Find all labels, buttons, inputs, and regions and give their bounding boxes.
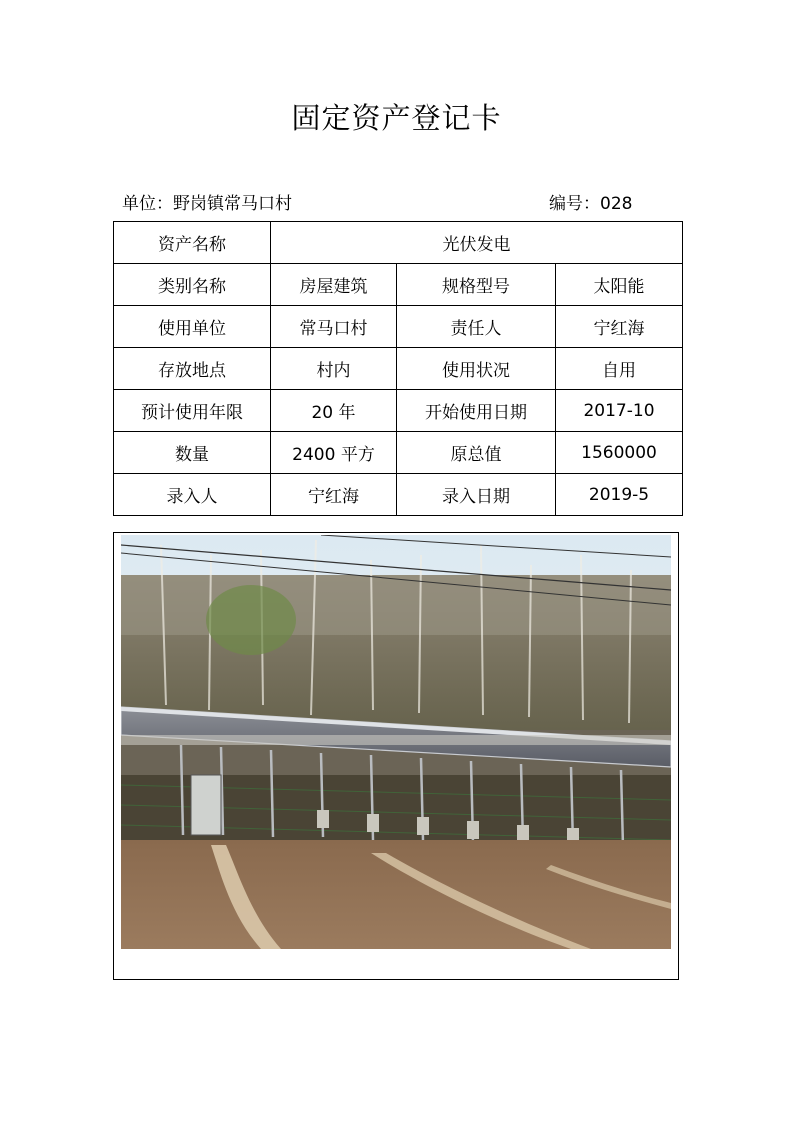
field-value: 村内 xyxy=(271,348,397,390)
unit-label: 单位：野岗镇常马口村 xyxy=(122,194,292,214)
field-value: 常马口村 xyxy=(271,306,397,348)
photo-frame xyxy=(113,532,679,980)
field-label: 类别名称 xyxy=(114,264,271,306)
field-label: 数量 xyxy=(114,432,271,474)
table-row xyxy=(114,348,683,390)
table-row xyxy=(114,222,683,264)
field-label: 原总值 xyxy=(397,432,556,474)
field-value: 2019-5 xyxy=(556,474,683,516)
table-row xyxy=(114,390,683,432)
field-value: 自用 xyxy=(556,348,683,390)
field-label: 录入人 xyxy=(114,474,271,516)
asset-name-label: 资产名称 xyxy=(114,222,271,264)
table-row xyxy=(114,432,683,474)
table-row xyxy=(114,264,683,306)
asset-name-value: 光伏发电 xyxy=(271,222,683,264)
solar-farm-photo xyxy=(121,535,671,949)
table-row xyxy=(114,306,683,348)
field-label: 存放地点 xyxy=(114,348,271,390)
field-value: 1560000 xyxy=(556,432,683,474)
card-number: 编号：028 xyxy=(549,194,633,214)
page-title: 固定资产登记卡 xyxy=(291,101,502,135)
field-value: 太阳能 xyxy=(556,264,683,306)
field-label: 使用单位 xyxy=(114,306,271,348)
field-label: 预计使用年限 xyxy=(114,390,271,432)
table-row xyxy=(114,474,683,516)
field-label: 使用状况 xyxy=(397,348,556,390)
asset-card-table xyxy=(113,221,683,516)
field-value: 2017-10 xyxy=(556,390,683,432)
field-value: 房屋建筑 xyxy=(271,264,397,306)
field-label: 开始使用日期 xyxy=(397,390,556,432)
field-value: 2400 平方 xyxy=(271,432,397,474)
field-value: 宁红海 xyxy=(271,474,397,516)
field-label: 录入日期 xyxy=(397,474,556,516)
field-label: 责任人 xyxy=(397,306,556,348)
field-value: 宁红海 xyxy=(556,306,683,348)
field-value: 20 年 xyxy=(271,390,397,432)
field-label: 规格型号 xyxy=(397,264,556,306)
